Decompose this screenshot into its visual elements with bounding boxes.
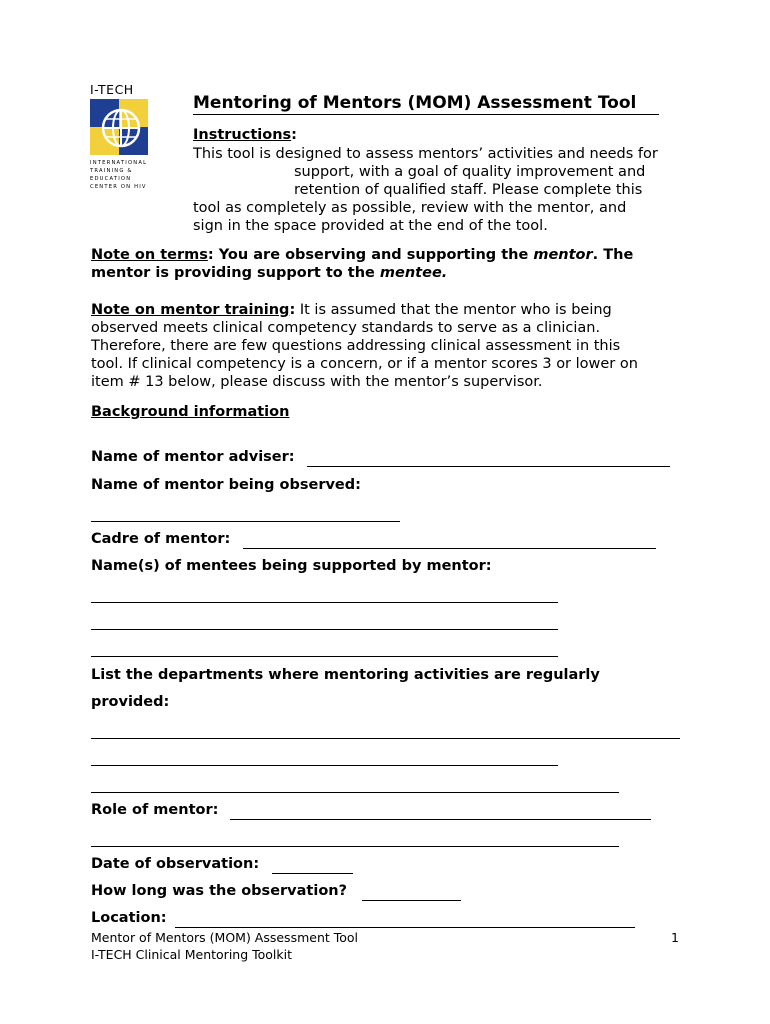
note-terms-text: : You are observing and supporting the	[207, 247, 534, 263]
note-terms-text: . The	[592, 247, 634, 263]
note-on-terms	[91, 246, 633, 264]
note-training-colon: :	[289, 302, 296, 318]
note-training-line: Therefore, there are few questions addressing clinical assessment in this	[91, 338, 621, 354]
page-title: Mentoring of Mentors (MOM) Assessment Tool	[193, 93, 659, 115]
department-field-3[interactable]	[91, 792, 619, 793]
note-training-label: Note on mentor training	[91, 302, 290, 318]
departments-label-cont: provided:	[91, 694, 170, 710]
mentees-label: Name(s) of mentees being supported by mentor:	[91, 558, 492, 574]
footer-doc-title: Mentor of Mentors (MOM) Assessment Tool	[91, 930, 359, 945]
role-field[interactable]	[230, 819, 651, 820]
department-field-1[interactable]	[91, 738, 680, 739]
instructions-line: retention of qualified staff. Please complete this	[294, 182, 643, 198]
logo-subtitle-line: CENTER ON HIV	[90, 184, 147, 190]
note-training-text: It is assumed that the mentor who is being	[295, 302, 612, 318]
mentee-field-2[interactable]	[91, 629, 558, 630]
page-number: 1	[671, 930, 679, 945]
note-training-line: observed meets clinical competency standards to serve as a clinician.	[91, 320, 601, 336]
note-terms-text: mentor is providing support to the	[91, 265, 380, 281]
department-field-2[interactable]	[91, 765, 558, 766]
date-label: Date of observation:	[91, 856, 260, 872]
location-field[interactable]	[175, 927, 635, 928]
cadre-label: Cadre of mentor:	[91, 531, 231, 547]
instructions-line: tool as completely as possible, review with the mentor, and	[193, 200, 627, 216]
note-on-terms-line2	[91, 264, 447, 282]
cadre-field[interactable]	[243, 548, 656, 549]
background-heading: Background information	[91, 404, 290, 420]
duration-field[interactable]	[362, 900, 461, 901]
duration-label: How long was the observation?	[91, 883, 348, 899]
mentor-adviser-field[interactable]	[307, 466, 670, 467]
mentor-word: mentor	[533, 247, 593, 263]
mentee-field-1[interactable]	[91, 602, 558, 603]
note-terms-label: Note on terms	[91, 247, 208, 263]
itech-logo	[90, 82, 150, 190]
logo-name: I-TECH	[90, 82, 134, 97]
mentor-observed-label: Name of mentor being observed:	[91, 477, 361, 493]
logo-subtitle-line: INTERNATIONAL	[90, 160, 148, 166]
departments-label: List the departments where mentoring activities are regularly	[91, 667, 600, 683]
note-training-line: item # 13 below, please discuss with the mentor’s supervisor.	[91, 374, 543, 390]
mentor-adviser-label: Name of mentor adviser:	[91, 449, 295, 465]
logo-subtitle-line: EDUCATION	[90, 176, 132, 182]
instructions-colon: :	[291, 127, 297, 143]
mentee-field-3[interactable]	[91, 656, 558, 657]
instructions-heading	[193, 126, 297, 144]
footer-toolkit: I-TECH Clinical Mentoring Toolkit	[91, 947, 293, 962]
instructions-line: This tool is designed to assess mentors’ activities and needs for	[193, 146, 658, 162]
instructions-label: Instructions	[193, 127, 292, 143]
role-field-2[interactable]	[91, 846, 619, 847]
instructions-line: support, with a goal of quality improvement and	[294, 164, 646, 180]
note-training-line: tool. If clinical competency is a concern, or if a mentor scores 3 or lower on	[91, 356, 638, 372]
mentor-observed-field[interactable]	[91, 521, 400, 522]
date-field[interactable]	[272, 873, 353, 874]
mentee-word: mentee.	[379, 265, 448, 281]
instructions-line: sign in the space provided at the end of the tool.	[193, 218, 548, 234]
location-label: Location:	[91, 910, 167, 926]
role-label: Role of mentor:	[91, 802, 219, 818]
logo-subtitle-line: TRAINING &	[90, 168, 133, 174]
note-on-training	[91, 301, 612, 319]
globe-logo-icon	[90, 99, 148, 155]
